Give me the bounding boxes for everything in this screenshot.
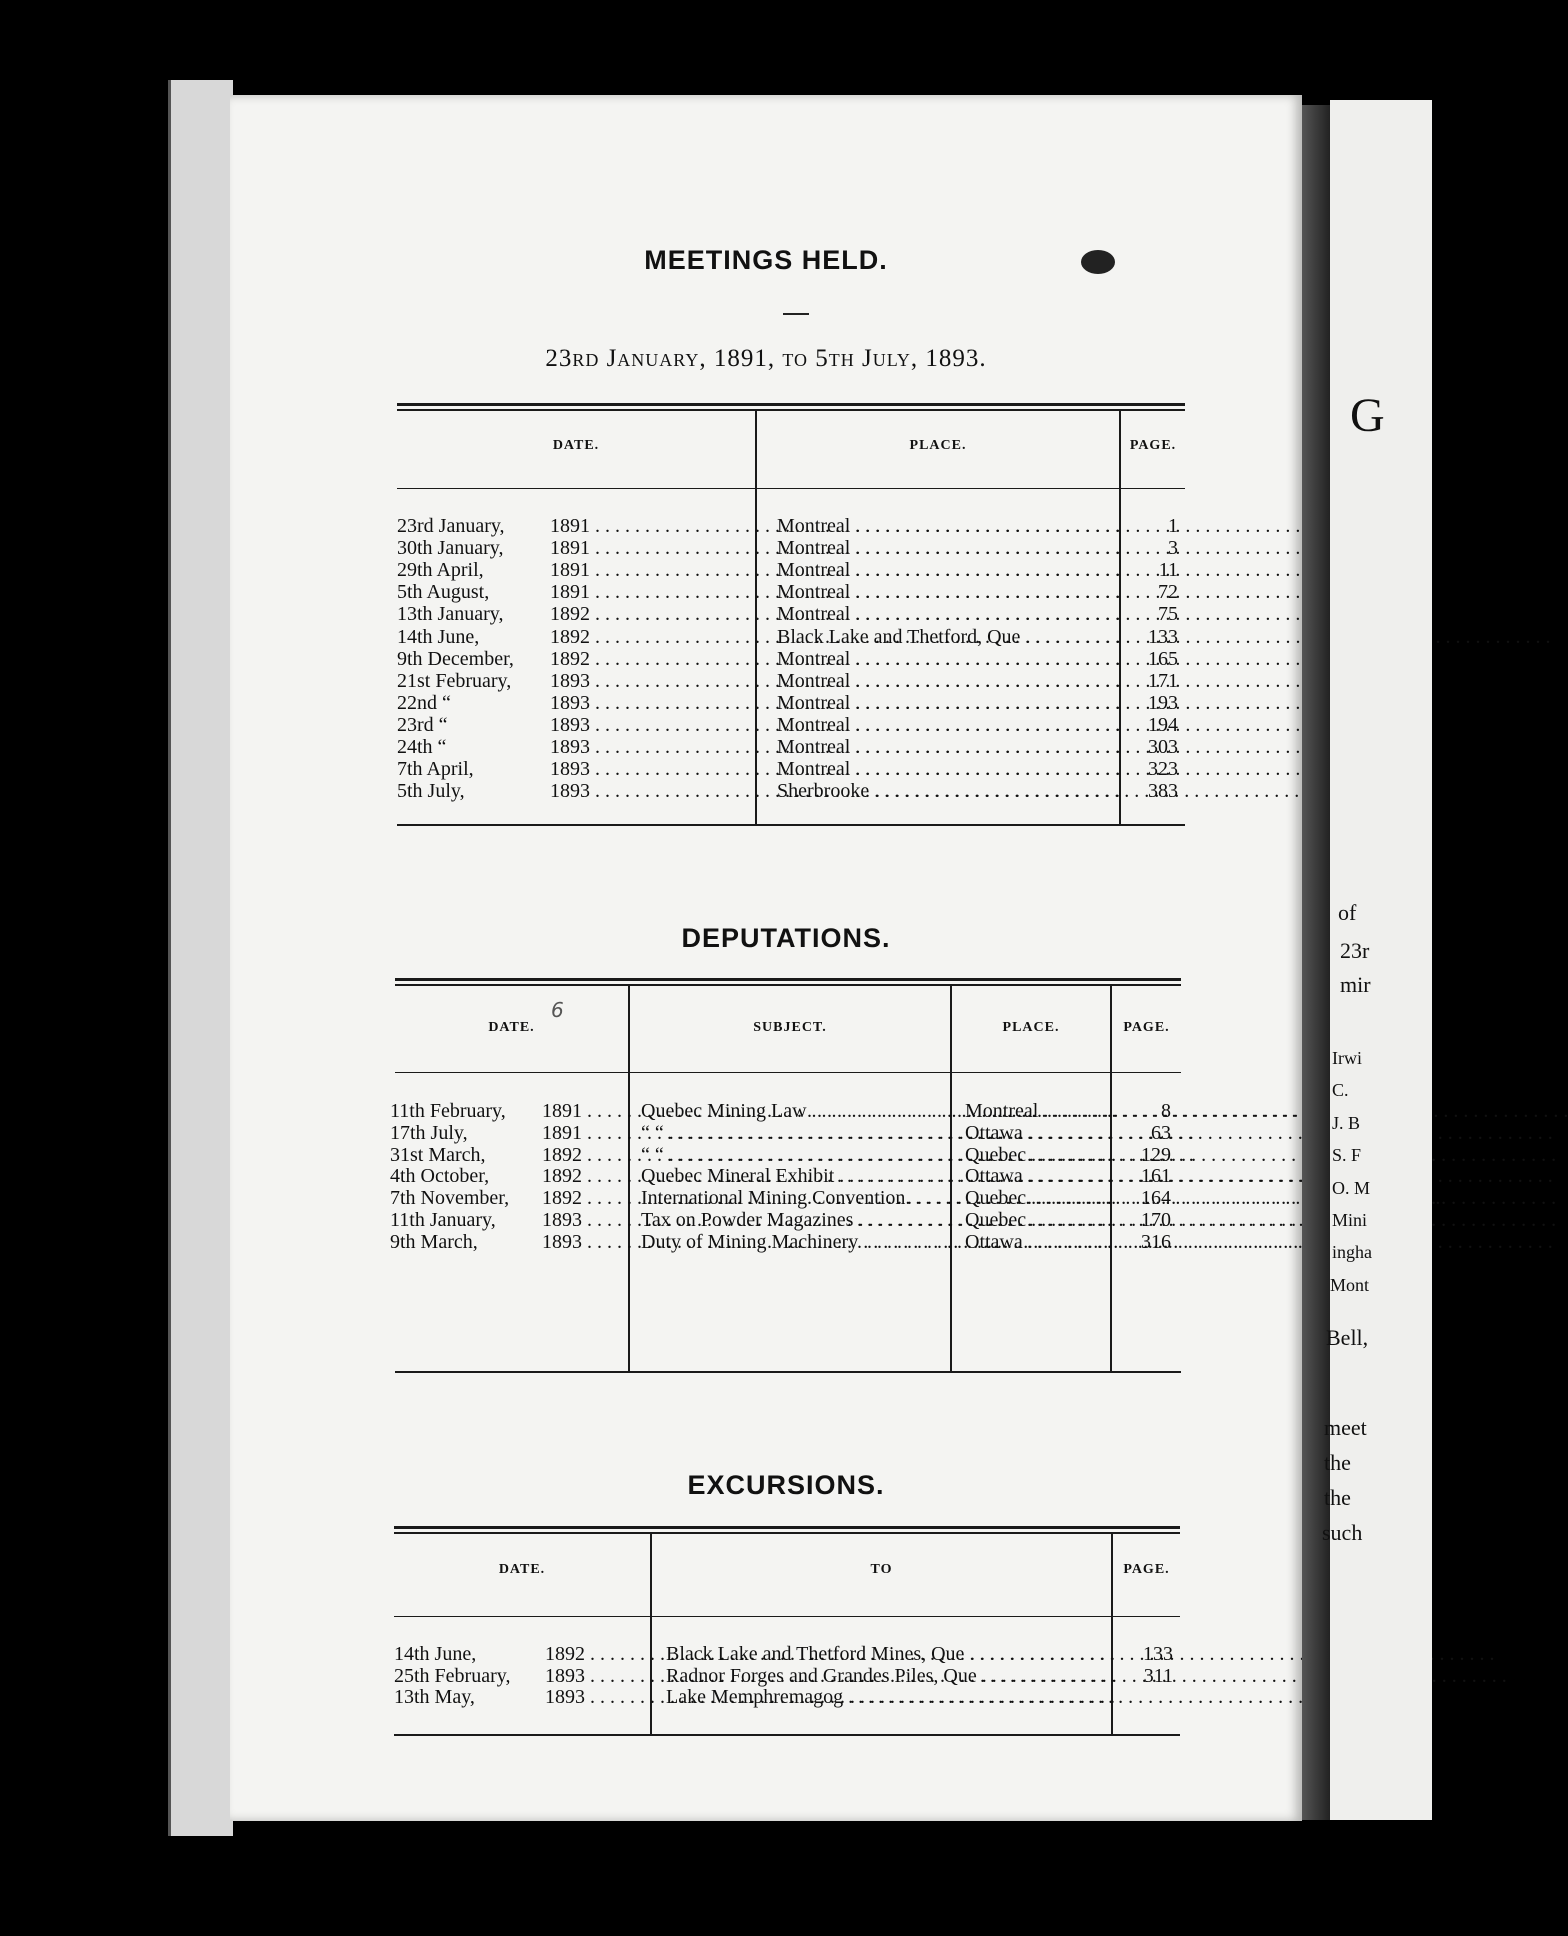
excursion-to: Radnor Forges and Grandes Piles, Que . . .	[666, 1665, 1106, 1687]
deputation-page: 8	[1161, 1100, 1171, 1122]
deputation-day: 9th March,	[390, 1230, 478, 1253]
facing-page-text: C.	[1332, 1080, 1349, 1100]
meeting-day: 29th April,	[397, 559, 484, 582]
table-row	[230, 515, 1302, 537]
meeting-year: 1893 . . .	[550, 736, 750, 758]
excursions-header-date: DATE.	[498, 1562, 546, 1577]
ink-blot	[1081, 250, 1115, 274]
title-dash	[783, 313, 809, 315]
excursion-year: 1893 . . .	[545, 1665, 648, 1687]
book-gutter	[1302, 105, 1330, 1820]
meeting-page: 171	[1148, 669, 1178, 692]
meeting-year: 1893 . . .	[550, 714, 750, 736]
facing-page-text: of	[1338, 900, 1357, 925]
excursion-page: 133	[1143, 1643, 1173, 1665]
facing-page-text: Mont	[1330, 1275, 1370, 1295]
deputations-title: DEPUTATIONS.	[681, 923, 891, 953]
deputation-day: 17th July,	[390, 1121, 468, 1144]
meetings-header-place: PLACE.	[909, 438, 967, 453]
deputation-place: Ottawa . . .	[965, 1231, 1106, 1253]
facing-page-text: Irwi	[1332, 1048, 1362, 1068]
excursion-day: 14th June,	[394, 1643, 477, 1665]
deputation-place: Ottawa . . .	[965, 1122, 1106, 1144]
meeting-year: 1891 . . .	[550, 515, 750, 537]
meeting-page: 165	[1148, 647, 1178, 670]
table-row	[230, 1231, 1302, 1253]
meeting-place: Montreal . . .	[777, 603, 1113, 625]
meeting-year: 1891 . . .	[550, 559, 750, 581]
meetings-header-date: DATE.	[552, 438, 600, 453]
deputation-year: 1892 . . .	[542, 1144, 626, 1166]
meeting-place: Black Lake and Thetford, Que . . .	[777, 626, 1113, 648]
meeting-place: Montreal . . .	[777, 515, 1113, 537]
meeting-year: 1892 . . .	[550, 648, 750, 670]
table-row	[230, 1122, 1302, 1144]
meeting-day: 23rd “	[397, 713, 448, 736]
meeting-place: Montreal . . .	[777, 670, 1113, 692]
facing-page-text: the	[1324, 1450, 1351, 1475]
deputation-year: 1893 . . .	[542, 1209, 626, 1231]
deputation-year: 1892 . . .	[542, 1187, 626, 1209]
meeting-year: 1893 . . .	[550, 670, 750, 692]
excursions-header-page: PAGE.	[1123, 1562, 1170, 1577]
table-row	[230, 692, 1302, 714]
deputation-page: 164	[1141, 1187, 1171, 1210]
meeting-year: 1891 . . .	[550, 581, 750, 603]
table-row	[230, 736, 1302, 758]
meeting-day: 14th June,	[397, 625, 480, 648]
meeting-year: 1893 . . .	[550, 758, 750, 780]
meeting-day: 5th July,	[397, 780, 465, 803]
meeting-page: 323	[1148, 758, 1178, 781]
meeting-year: 1892 . . .	[550, 626, 750, 648]
deputation-place: Ottawa . . .	[965, 1165, 1106, 1187]
deputation-year: 1892 . . .	[542, 1165, 626, 1187]
deputation-page: 63	[1151, 1121, 1171, 1144]
deputation-place: Quebec . . .	[965, 1144, 1106, 1166]
meeting-page: 3	[1168, 537, 1178, 560]
table-row	[230, 1209, 1302, 1231]
meeting-day: 23rd January,	[397, 515, 505, 537]
meeting-page: 194	[1148, 713, 1178, 736]
deputation-day: 31st March,	[390, 1143, 486, 1166]
meeting-page: 193	[1148, 691, 1178, 714]
meeting-place: Montreal . . .	[777, 758, 1113, 780]
facing-page-text: mir	[1340, 972, 1371, 997]
excursion-year: 1893 . . .	[545, 1686, 648, 1708]
deputation-day: 7th November,	[390, 1187, 510, 1210]
deputations-header-date: DATE.	[488, 1020, 535, 1035]
meeting-place: Montreal . . .	[777, 559, 1113, 581]
meeting-place: Montreal . . .	[777, 692, 1113, 714]
table-row	[230, 626, 1302, 648]
table-row	[230, 1686, 1302, 1708]
table-row	[230, 603, 1302, 625]
meeting-place: Montreal . . .	[777, 714, 1113, 736]
meeting-place: Montreal . . .	[777, 736, 1113, 758]
facing-page-text: O. M	[1332, 1178, 1371, 1198]
meeting-day: 24th “	[397, 736, 447, 758]
facing-page-text: Bell,	[1326, 1325, 1369, 1350]
deputation-day: 11th January,	[390, 1209, 496, 1231]
facing-page-text: ingha	[1332, 1242, 1372, 1262]
document-page	[230, 95, 1302, 1821]
meeting-day: 5th August,	[397, 581, 490, 604]
facing-page-text: S. F	[1332, 1145, 1362, 1165]
facing-page-text: J. B	[1332, 1113, 1361, 1133]
table-row	[230, 648, 1302, 670]
excursion-to: Black Lake and Thetford Mines, Que . . .	[666, 1643, 1106, 1665]
deputation-place: Montreal . . .	[965, 1100, 1106, 1122]
facing-page-text: such	[1322, 1520, 1363, 1545]
deputation-page: 129	[1141, 1143, 1171, 1166]
table-row	[230, 537, 1302, 559]
table-row	[230, 581, 1302, 603]
meeting-day: 9th December,	[397, 647, 514, 670]
meeting-page: 1	[1168, 515, 1178, 537]
meetings-subtitle: 23rd January, 1891, to 5th July, 1893.	[545, 345, 987, 372]
meeting-place: Sherbrooke . . .	[777, 780, 1113, 802]
page-edge	[168, 80, 233, 1836]
deputation-page: 170	[1141, 1209, 1171, 1231]
excursion-day: 13th May,	[394, 1686, 475, 1708]
deputation-subject: International Mining Convention. . . .	[641, 1187, 946, 1209]
table-row	[230, 1144, 1302, 1166]
table-row	[230, 758, 1302, 780]
table-row	[230, 559, 1302, 581]
deputation-place: Quebec . . .	[965, 1209, 1106, 1231]
deputation-page: 161	[1141, 1165, 1171, 1188]
table-row	[230, 714, 1302, 736]
facing-page-text: G	[1350, 389, 1385, 442]
meeting-day: 7th April,	[397, 758, 474, 781]
deputation-day: 4th October,	[390, 1165, 490, 1188]
facing-page-text: 23r	[1340, 938, 1370, 963]
excursion-to: Lake Memphremagog . . .	[666, 1686, 1106, 1708]
meeting-year: 1893 . . .	[550, 780, 750, 802]
deputation-year: 1893 . . .	[542, 1231, 626, 1253]
table-row	[230, 1643, 1302, 1665]
meeting-page: 75	[1158, 603, 1178, 626]
deputations-header-subject: SUBJECT.	[753, 1020, 827, 1035]
meeting-page: 303	[1148, 736, 1178, 758]
meeting-year: 1892 . . .	[550, 603, 750, 625]
deputations-header-place: PLACE.	[1002, 1020, 1060, 1035]
meeting-day: 21st February,	[397, 669, 512, 692]
meetings-title: MEETINGS HELD.	[644, 245, 888, 275]
deputation-subject: Quebec Mineral Exhibit . . .	[641, 1165, 946, 1187]
meeting-year: 1893 . . .	[550, 692, 750, 714]
excursion-day: 25th February,	[394, 1664, 511, 1687]
deputation-subject: “ “ . . .	[641, 1122, 946, 1144]
pencil-annotation: 6	[551, 998, 564, 1022]
table-row	[230, 670, 1302, 692]
deputation-year: 1891 . . .	[542, 1100, 626, 1122]
scan-border	[0, 0, 168, 1936]
meeting-day: 30th January,	[397, 537, 504, 560]
meeting-place: Montreal . . .	[777, 537, 1113, 559]
deputation-year: 1891 . . .	[542, 1122, 626, 1144]
excursions-title: EXCURSIONS.	[687, 1470, 885, 1500]
meeting-year: 1891 . . .	[550, 537, 750, 559]
meeting-page: 133	[1148, 625, 1178, 648]
meeting-day: 22nd “	[397, 691, 451, 714]
facing-page-text: meet	[1324, 1415, 1367, 1440]
deputation-subject: “ “ . . .	[641, 1144, 946, 1166]
deputations-header-page: PAGE.	[1123, 1020, 1170, 1035]
facing-page-fragment	[1322, 100, 1432, 1820]
excursion-year: 1892 . . .	[545, 1643, 648, 1665]
meeting-page: 383	[1148, 780, 1178, 803]
meeting-place: Montreal . . .	[777, 648, 1113, 670]
table-row	[230, 1187, 1302, 1209]
table-row	[230, 1100, 1302, 1122]
meeting-place: Montreal . . .	[777, 581, 1113, 603]
meetings-header-page: PAGE.	[1129, 438, 1177, 453]
table-row	[230, 1165, 1302, 1187]
deputation-subject: Duty of Mining Machinery . . .	[641, 1231, 946, 1253]
facing-page-text: the	[1324, 1485, 1351, 1510]
table-row	[230, 1665, 1302, 1687]
deputation-subject: Tax on Powder Magazines . . .	[641, 1209, 946, 1231]
table-row	[230, 780, 1302, 802]
deputation-page: 316	[1141, 1230, 1171, 1253]
meeting-page: 11	[1158, 559, 1178, 582]
facing-page-text: Mini	[1332, 1210, 1368, 1230]
deputation-place: Quebec . . .	[965, 1187, 1106, 1209]
deputation-subject: Quebec Mining Law . . .	[641, 1100, 946, 1122]
excursion-page: 311	[1143, 1664, 1173, 1687]
excursions-header-to: TO	[870, 1562, 893, 1577]
deputation-day: 11th February,	[390, 1100, 506, 1122]
meeting-day: 13th January,	[397, 603, 504, 626]
meeting-page: 72	[1158, 581, 1178, 604]
